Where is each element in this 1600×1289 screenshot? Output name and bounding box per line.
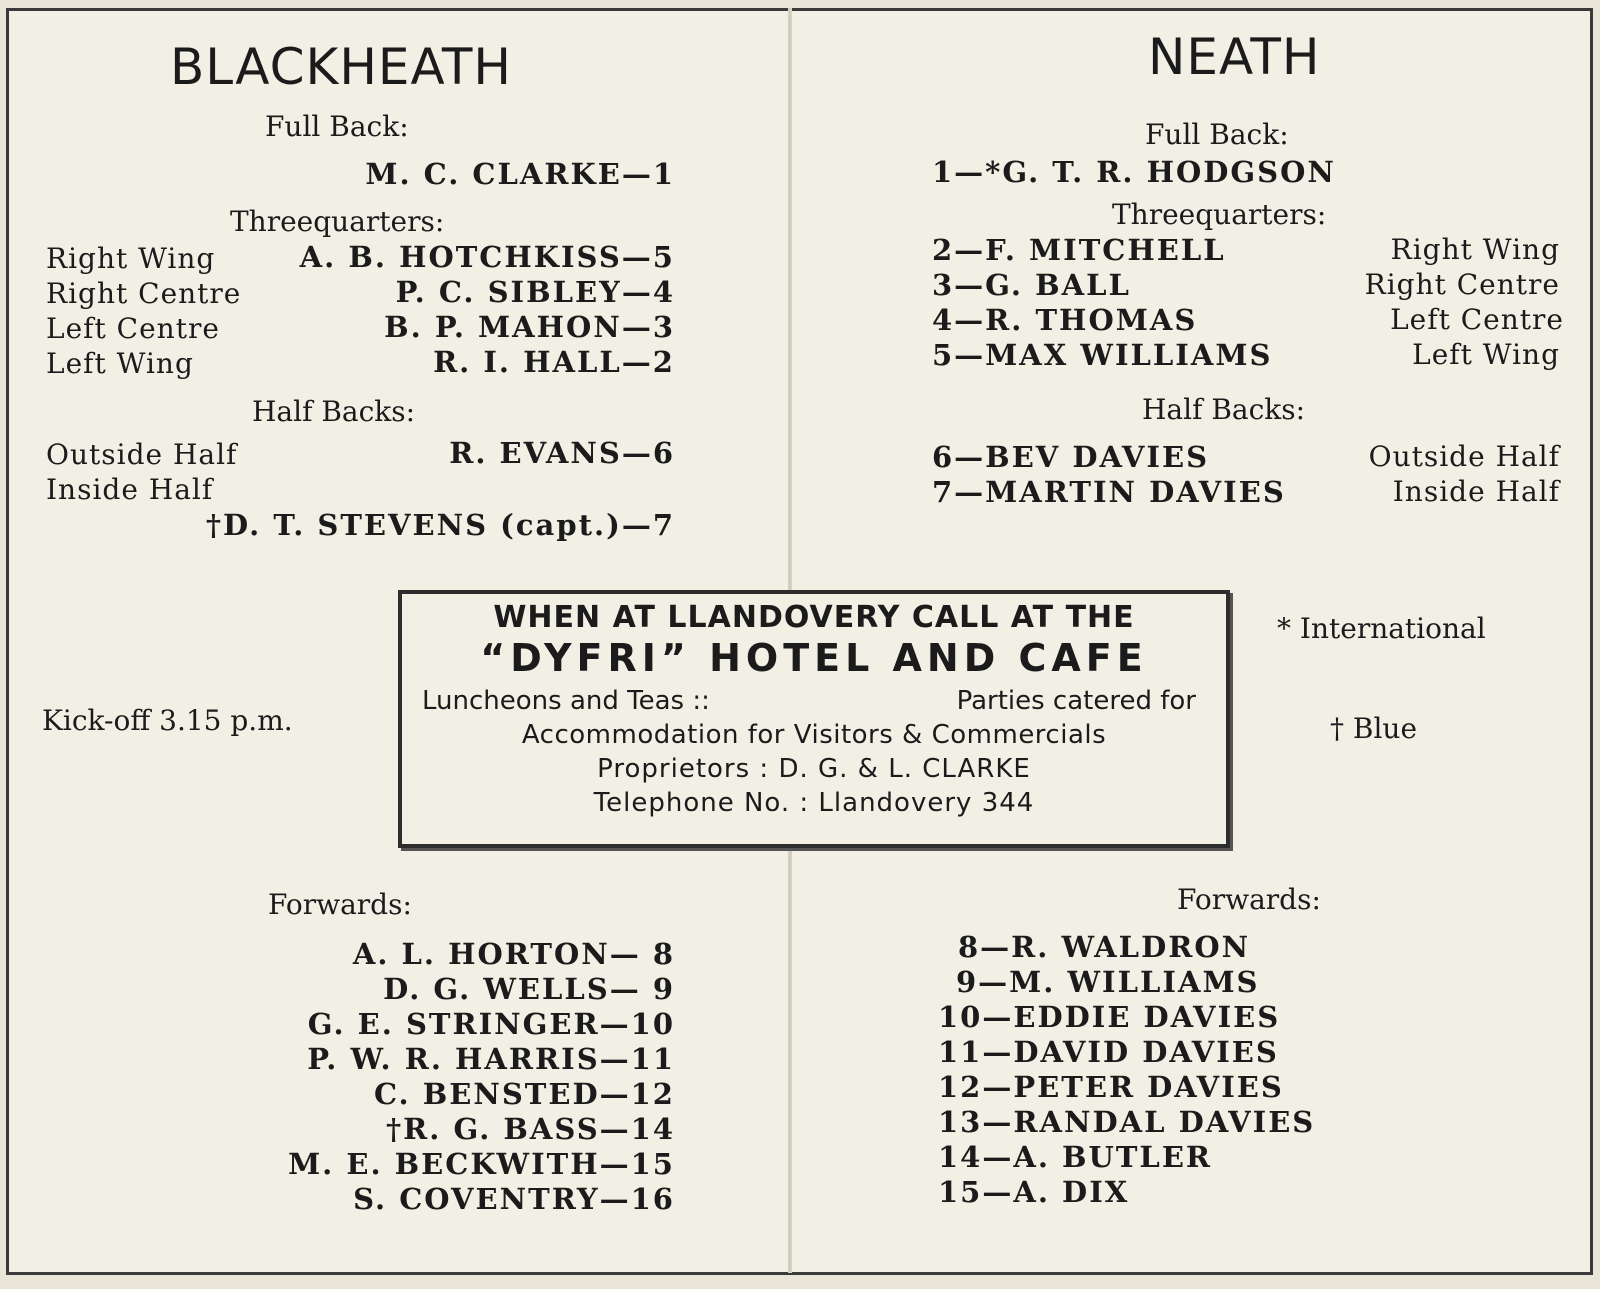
blackheath-forward: †R. G. BASS—14 [386,1112,675,1146]
blackheath-forwards-heading: Forwards: [268,888,412,921]
neath-forward: 14—A. BUTLER [938,1140,1213,1174]
blackheath-tq-player: B. P. MAHON—3 [384,310,675,344]
kickoff-time: Kick-off 3.15 p.m. [42,704,293,737]
blackheath-forward: D. G. WELLS— 9 [383,972,675,1006]
neath-forward: 9—M. WILLIAMS [956,965,1260,999]
blackheath-forward: P. W. R. HARRIS—11 [307,1042,675,1076]
blackheath-tq-player: R. I. HALL—2 [433,345,675,379]
neath-full-back: 1—*G. T. R. HODGSON [932,155,1336,189]
neath-forward: 11—DAVID DAVIES [938,1035,1279,1069]
blackheath-tq-position: Left Centre [46,312,220,345]
neath-full-back-heading: Full Back: [1145,118,1289,151]
legend-blue: † Blue [1330,712,1418,745]
hotel-advert-box [398,590,1230,848]
advert-line-4: Accommodation for Visitors & Commercials [521,720,1107,750]
neath-tq-player: 2—F. MITCHELL [932,233,1226,267]
blackheath-title: BLACKHEATH [170,38,512,96]
blackheath-hb-position: Inside Half [46,473,214,506]
advert-line-3b: Parties catered for [956,686,1196,716]
blackheath-forward: M. E. BECKWITH—15 [288,1147,675,1181]
blackheath-full-back-heading: Full Back: [265,110,409,143]
neath-forward: 8—R. WALDRON [958,930,1251,964]
neath-forward: 13—RANDAL DAVIES [938,1105,1316,1139]
blackheath-full-back: M. C. CLARKE—1 [365,157,675,191]
legend-international: * International [1277,612,1486,645]
neath-forwards-heading: Forwards: [1177,883,1321,916]
neath-hb-player: 7—MARTIN DAVIES [932,475,1286,509]
neath-tq-position: Right Centre [1364,268,1560,301]
neath-hb-position: Inside Half [1392,475,1560,508]
neath-forward: 10—EDDIE DAVIES [938,1000,1281,1034]
neath-hb-player: 6—BEV DAVIES [932,440,1210,474]
advert-line-3a: Luncheons and Teas :: [422,686,710,716]
neath-half-backs-heading: Half Backs: [1142,393,1306,426]
neath-tq-player: 5—MAX WILLIAMS [932,338,1273,372]
neath-tq-position: Right Wing [1390,233,1560,266]
blackheath-tq-position: Right Centre [46,277,242,310]
blackheath-forward: A. L. HORTON— 8 [352,937,675,971]
advert-hotel-name: “DYFRI” HOTEL AND CAFE [480,636,1148,680]
blackheath-tq-position: Right Wing [46,242,216,275]
blackheath-forward: C. BENSTED—12 [373,1077,675,1111]
neath-tq-position: Left Centre [1390,303,1564,336]
blackheath-forward: G. E. STRINGER—10 [307,1007,675,1041]
neath-title: NEATH [1148,28,1321,86]
advert-line-1: WHEN AT LLANDOVERY CALL AT THE [493,600,1135,635]
neath-forward: 12—PETER DAVIES [938,1070,1284,1104]
advert-proprietors: Proprietors : D. G. & L. CLARKE [597,754,1031,784]
neath-tq-player: 4—R. THOMAS [932,303,1198,337]
neath-tq-position: Left Wing [1412,338,1560,371]
blackheath-hb-player: R. EVANS—6 [449,436,675,470]
neath-forward: 15—A. DIX [938,1175,1130,1209]
blackheath-forward: S. COVENTRY—16 [353,1182,675,1216]
advert-telephone: Telephone No. : Llandovery 344 [593,788,1035,818]
blackheath-half-backs-heading: Half Backs: [252,395,416,428]
neath-threequarters-heading: Threequarters: [1112,198,1327,231]
blackheath-tq-player: A. B. HOTCHKISS—5 [299,240,675,274]
blackheath-hb-position: Outside Half [46,438,238,471]
blackheath-tq-player: P. C. SIBLEY—4 [395,275,675,309]
blackheath-tq-position: Left Wing [46,347,194,380]
neath-tq-player: 3—G. BALL [932,268,1131,302]
neath-hb-position: Outside Half [1368,440,1560,473]
blackheath-hb-player: †D. T. STEVENS (capt.)—7 [205,508,675,542]
blackheath-threequarters-heading: Threequarters: [230,205,445,238]
